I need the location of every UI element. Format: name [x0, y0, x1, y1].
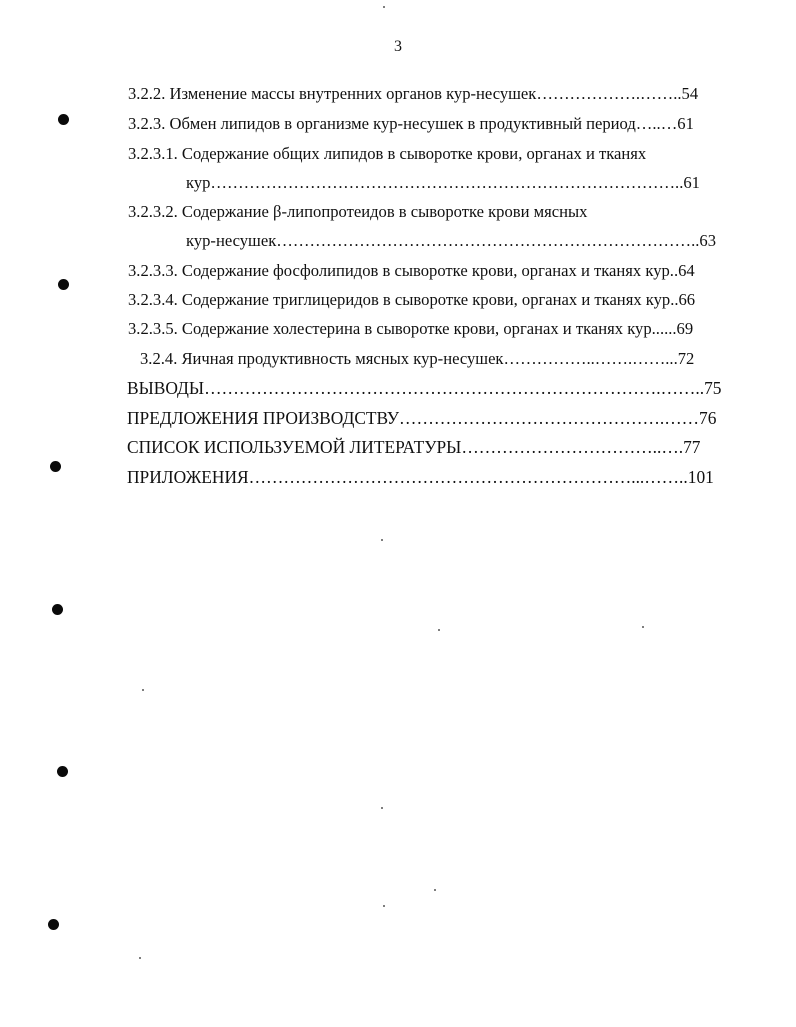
scan-speck	[142, 689, 144, 691]
toc-entry: 3.2.3.3. Содержание фосфолипидов в сыворотке крови, органах и тканях кур..64	[128, 261, 695, 280]
scan-speck	[434, 889, 436, 891]
toc-entry: 3.2.3.2. Содержание β-липопротеидов в сыворотке крови мясных	[128, 202, 588, 221]
scan-speck	[383, 6, 385, 8]
punch-hole	[57, 766, 68, 777]
toc-entry: 3.2.3.1. Содержание общих липидов в сыворотке крови, органах и тканях	[128, 144, 647, 163]
scan-speck	[381, 807, 383, 809]
toc-entry: ПРИЛОЖЕНИЯ…………………………………………………………...……..101	[127, 467, 714, 487]
toc-entry: 3.2.4. Яичная продуктивность мясных кур-несушек……………..…….……...72	[140, 349, 695, 368]
toc-entry: ВЫВОДЫ…………………………………………………………………….……..75	[127, 378, 722, 398]
scan-speck	[139, 957, 141, 959]
scan-speck	[383, 905, 385, 907]
punch-hole	[50, 461, 61, 472]
page-number: 3	[394, 38, 402, 55]
toc-entry: 3.2.3.4. Содержание триглицеридов в сыворотке крови, органах и тканях кур..66	[128, 290, 696, 309]
punch-hole	[52, 604, 63, 615]
toc-entry: 3.2.3. Обмен липидов в организме кур-несушек в продуктивный период…..…61	[128, 114, 694, 133]
scan-speck	[381, 539, 383, 541]
toc-entry: ПРЕДЛОЖЕНИЯ ПРОИЗВОДСТВУ……………………………………….……76	[127, 408, 717, 428]
toc-entry-continuation: кур…………………………………………………………………………..61	[186, 173, 700, 192]
punch-hole	[58, 114, 69, 125]
toc-entry-continuation: кур-несушек…………………………………………………………………..63	[186, 231, 716, 250]
toc-entry: 3.2.3.5. Содержание холестерина в сыворотке крови, органах и тканях кур......69	[128, 319, 694, 338]
punch-hole	[48, 919, 59, 930]
toc-entry: 3.2.2. Изменение массы внутренних органов кур-несушек……………….……..54	[128, 84, 699, 103]
scan-speck	[642, 626, 644, 628]
scan-speck	[438, 629, 440, 631]
toc-entry: СПИСОК ИСПОЛЬЗУЕМОЙ ЛИТЕРАТУРЫ……………………………..….77	[127, 437, 701, 457]
punch-hole	[58, 279, 69, 290]
